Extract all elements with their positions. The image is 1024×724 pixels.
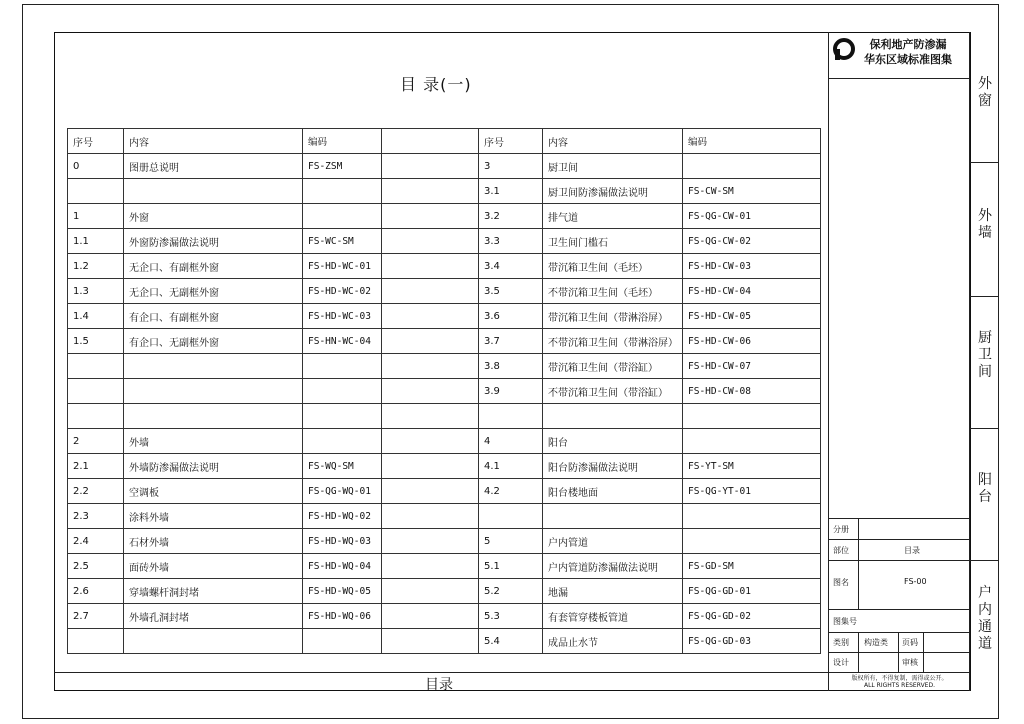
toc-header-row <box>68 129 821 154</box>
toc-cell-seq-left <box>68 629 124 654</box>
toc-cell-content-right: 排气道 <box>543 204 683 229</box>
toc-cell-code-left: FS-HD-WC-03 <box>303 304 382 329</box>
toc-cell-content-left: 穿墙螺杆洞封堵 <box>124 579 303 604</box>
toc-cell-code-left: 编码 <box>303 129 382 154</box>
toc-cell-seq-left: 1.1 <box>68 229 124 254</box>
toc-cell-code-right: FS-HD-CW-07 <box>683 354 821 379</box>
toc-cell-content-right: 阳台防渗漏做法说明 <box>543 454 683 479</box>
tb-sheji-label: 设计 <box>833 658 849 667</box>
toc-cell-code-left: FS-HD-WQ-05 <box>303 579 382 604</box>
toc-cell-seq-right: 3 <box>479 154 543 179</box>
toc-cell-content-left <box>124 179 303 204</box>
toc-cell-code-left: FS-HN-WC-04 <box>303 329 382 354</box>
tb-vline <box>858 632 859 672</box>
toc-body <box>68 129 821 654</box>
toc-cell-content-right: 地漏 <box>543 579 683 604</box>
toc-cell-seq-left: 2.6 <box>68 579 124 604</box>
toc-cell-code-right: FS-CW-SM <box>683 179 821 204</box>
table-row <box>68 479 821 504</box>
side-tab-divider <box>969 162 999 163</box>
toc-cell-seq-right: 3.1 <box>479 179 543 204</box>
toc-cell-content-left: 图册总说明 <box>124 154 303 179</box>
toc-cell-seq-left: 1.3 <box>68 279 124 304</box>
side-tabs-left-border <box>969 32 970 691</box>
tb-tuming-value: FS-00 <box>904 577 927 586</box>
toc-cell-seq-right: 4 <box>479 429 543 454</box>
tb-copyright-line1: 版权所有，不得复制，需得或公开。 <box>851 675 948 682</box>
toc-cell-code-right: FS-HD-CW-03 <box>683 254 821 279</box>
toc-cell-content-right: 内容 <box>543 129 683 154</box>
toc-cell-seq-right: 序号 <box>479 129 543 154</box>
tb-buwei-label: 部位 <box>833 546 849 555</box>
toc-cell-code-left: FS-QG-WQ-01 <box>303 479 382 504</box>
tb-shenhe-label: 审核 <box>902 658 918 667</box>
toc-cell-spacer <box>382 229 479 254</box>
toc-cell-seq-left: 0 <box>68 154 124 179</box>
table-row <box>68 454 821 479</box>
toc-cell-code-left <box>303 379 382 404</box>
toc-cell-content-left: 外墙孔洞封堵 <box>124 604 303 629</box>
toc-cell-seq-left <box>68 354 124 379</box>
toc-cell-spacer <box>382 504 479 529</box>
toc-cell-spacer <box>382 304 479 329</box>
toc-cell-code-right: FS-QG-YT-01 <box>683 479 821 504</box>
toc-cell-content-left: 外墙 <box>124 429 303 454</box>
toc-cell-content-left: 有企口、无副框外窗 <box>124 329 303 354</box>
toc-cell-spacer <box>382 604 479 629</box>
toc-cell-code-left: FS-HD-WQ-04 <box>303 554 382 579</box>
toc-cell-seq-left: 1.4 <box>68 304 124 329</box>
toc-cell-code-right: FS-QG-GD-03 <box>683 629 821 654</box>
toc-cell-spacer <box>382 379 479 404</box>
toc-cell-code-left: FS-HD-WC-02 <box>303 279 382 304</box>
toc-cell-code-left <box>303 354 382 379</box>
toc-cell-code-right: FS-HD-CW-05 <box>683 304 821 329</box>
table-row <box>68 354 821 379</box>
table-row <box>68 529 821 554</box>
toc-cell-seq-left: 2.2 <box>68 479 124 504</box>
toc-cell-content-left: 外墙防渗漏做法说明 <box>124 454 303 479</box>
toc-cell-code-right <box>683 504 821 529</box>
tb-leibie-label: 类别 <box>833 638 849 647</box>
toc-cell-spacer <box>382 354 479 379</box>
toc-cell-seq-left: 2.7 <box>68 604 124 629</box>
table-row <box>68 579 821 604</box>
table-row <box>68 204 821 229</box>
side-tab-divider <box>969 296 999 297</box>
toc-cell-content-left: 内容 <box>124 129 303 154</box>
toc-cell-seq-right: 3.8 <box>479 354 543 379</box>
toc-cell-content-left: 无企口、有副框外窗 <box>124 254 303 279</box>
toc-cell-spacer <box>382 154 479 179</box>
table-row <box>68 229 821 254</box>
toc-cell-code-right: FS-QG-CW-01 <box>683 204 821 229</box>
toc-cell-seq-right: 4.2 <box>479 479 543 504</box>
side-tab-hunei: 户 内 通 道 <box>978 585 992 652</box>
toc-cell-code-right: FS-QG-GD-01 <box>683 579 821 604</box>
toc-cell-seq-left: 1.2 <box>68 254 124 279</box>
side-tab-chuweijian: 厨 卫 间 <box>978 330 992 380</box>
table-row <box>68 279 821 304</box>
tb-copyright-line2: ALL RIGHTS RESERVED. <box>863 682 935 689</box>
toc-cell-seq-right: 5.4 <box>479 629 543 654</box>
tb-fenbu-label: 分册 <box>833 525 849 534</box>
toc-cell-spacer <box>382 629 479 654</box>
toc-cell-code-right <box>683 404 821 429</box>
toc-cell-content-right: 成品止水节 <box>543 629 683 654</box>
toc-cell-content-left: 无企口、无副框外窗 <box>124 279 303 304</box>
toc-cell-content-left: 外窗 <box>124 204 303 229</box>
toc-cell-code-left <box>303 404 382 429</box>
tb-vline <box>858 518 859 609</box>
toc-cell-code-right: 编码 <box>683 129 821 154</box>
side-tab-divider <box>969 428 999 429</box>
toc-cell-content-right: 厨卫间 <box>543 154 683 179</box>
toc-cell-content-left <box>124 629 303 654</box>
tb-tuming-label: 图名 <box>833 578 849 587</box>
toc-cell-spacer <box>382 129 479 154</box>
toc-cell-code-left <box>303 204 382 229</box>
logo-icon <box>833 38 855 60</box>
toc-cell-content-right: 阳台 <box>543 429 683 454</box>
toc-cell-seq-right: 3.7 <box>479 329 543 354</box>
toc-cell-code-right: FS-QG-GD-02 <box>683 604 821 629</box>
table-row <box>68 404 821 429</box>
table-row <box>68 329 821 354</box>
toc-cell-spacer <box>382 554 479 579</box>
toc-cell-seq-left: 序号 <box>68 129 124 154</box>
toc-cell-seq-left: 1 <box>68 204 124 229</box>
toc-cell-code-left: FS-WQ-SM <box>303 454 382 479</box>
toc-cell-code-left: FS-WC-SM <box>303 229 382 254</box>
toc-cell-seq-left: 1.5 <box>68 329 124 354</box>
toc-cell-seq-left: 2.5 <box>68 554 124 579</box>
tb-vline <box>898 632 899 672</box>
tb-buwei-value: 目录 <box>904 546 920 555</box>
toc-cell-seq-right: 5.2 <box>479 579 543 604</box>
toc-cell-content-right: 厨卫间防渗漏做法说明 <box>543 179 683 204</box>
toc-cell-spacer <box>382 279 479 304</box>
page-title: 目 录(一) <box>400 75 472 94</box>
toc-cell-seq-left <box>68 379 124 404</box>
toc-cell-spacer <box>382 579 479 604</box>
side-tab-waiqiang: 外 墙 <box>978 208 992 241</box>
tb-leibie-value: 构造类 <box>864 638 888 647</box>
toc-cell-seq-left: 2.4 <box>68 529 124 554</box>
toc-cell-spacer <box>382 454 479 479</box>
toc-cell-spacer <box>382 529 479 554</box>
table-row <box>68 504 821 529</box>
tb-vline <box>923 632 924 672</box>
toc-cell-spacer <box>382 254 479 279</box>
side-tab-divider <box>969 560 999 561</box>
toc-cell-content-right: 有套管穿楼板管道 <box>543 604 683 629</box>
toc-cell-seq-left: 2 <box>68 429 124 454</box>
toc-cell-content-left: 空调板 <box>124 479 303 504</box>
toc-cell-seq-right: 3.5 <box>479 279 543 304</box>
toc-cell-seq-right: 4.1 <box>479 454 543 479</box>
toc-cell-seq-right <box>479 504 543 529</box>
toc-cell-content-left <box>124 404 303 429</box>
logo-line2: 华东区域标准图集 <box>864 53 952 66</box>
toc-cell-content-left: 外窗防渗漏做法说明 <box>124 229 303 254</box>
toc-cell-seq-left: 2.1 <box>68 454 124 479</box>
toc-cell-seq-right: 5 <box>479 529 543 554</box>
table-row <box>68 379 821 404</box>
toc-cell-spacer <box>382 404 479 429</box>
toc-cell-spacer <box>382 429 479 454</box>
table-row <box>68 554 821 579</box>
side-tab-waichuang: 外 窗 <box>978 76 992 109</box>
toc-cell-content-right: 不带沉箱卫生间（毛坯） <box>543 279 683 304</box>
toc-cell-code-right <box>683 429 821 454</box>
toc-cell-content-left: 有企口、有副框外窗 <box>124 304 303 329</box>
toc-cell-code-right: FS-YT-SM <box>683 454 821 479</box>
toc-cell-code-left: FS-HD-WQ-02 <box>303 504 382 529</box>
toc-cell-code-right: FS-QG-CW-02 <box>683 229 821 254</box>
toc-cell-seq-right: 3.6 <box>479 304 543 329</box>
toc-cell-content-right <box>543 404 683 429</box>
toc-cell-content-right <box>543 504 683 529</box>
toc-cell-seq-right <box>479 404 543 429</box>
toc-cell-seq-right: 3.4 <box>479 254 543 279</box>
toc-cell-content-right: 户内管道防渗漏做法说明 <box>543 554 683 579</box>
toc-cell-seq-right: 3.2 <box>479 204 543 229</box>
tb-line <box>828 560 969 561</box>
table-row <box>68 179 821 204</box>
toc-cell-code-left: FS-HD-WC-01 <box>303 254 382 279</box>
toc-cell-code-right: FS-HD-CW-06 <box>683 329 821 354</box>
toc-cell-content-right: 阳台楼地面 <box>543 479 683 504</box>
toc-cell-code-left: FS-HD-WQ-03 <box>303 529 382 554</box>
tb-line <box>828 539 969 540</box>
tb-yema-label: 页码 <box>902 638 918 647</box>
toc-cell-content-right: 卫生间门槛石 <box>543 229 683 254</box>
toc-cell-code-left: FS-HD-WQ-06 <box>303 604 382 629</box>
toc-cell-code-right: FS-HD-CW-08 <box>683 379 821 404</box>
toc-cell-content-right: 户内管道 <box>543 529 683 554</box>
toc-cell-content-left <box>124 379 303 404</box>
tb-tujihao-label: 图集号 <box>833 617 857 626</box>
tb-copyright <box>830 675 969 689</box>
toc-cell-seq-right: 5.3 <box>479 604 543 629</box>
tb-line <box>828 518 969 519</box>
footer-label: 目录 <box>425 677 453 693</box>
toc-cell-spacer <box>382 329 479 354</box>
toc-cell-code-right <box>683 154 821 179</box>
table-row <box>68 154 821 179</box>
toc-cell-content-left: 石材外墙 <box>124 529 303 554</box>
table-row <box>68 429 821 454</box>
toc-cell-content-right: 带沉箱卫生间（带淋浴屏） <box>543 304 683 329</box>
toc-cell-code-left <box>303 429 382 454</box>
toc-table <box>67 128 821 654</box>
logo-divider <box>828 78 969 79</box>
toc-cell-code-left: FS-ZSM <box>303 154 382 179</box>
toc-cell-code-right: FS-GD-SM <box>683 554 821 579</box>
toc-cell-code-right <box>683 529 821 554</box>
toc-cell-content-right: 带沉箱卫生间（毛坯） <box>543 254 683 279</box>
toc-cell-seq-left <box>68 179 124 204</box>
toc-cell-seq-right: 3.9 <box>479 379 543 404</box>
tb-line <box>828 609 969 610</box>
toc-cell-content-right: 不带沉箱卫生间（带浴缸） <box>543 379 683 404</box>
toc-cell-code-left <box>303 179 382 204</box>
tb-line <box>828 672 969 673</box>
toc-cell-content-right: 不带沉箱卫生间（带淋浴屏） <box>543 329 683 354</box>
toc-cell-spacer <box>382 179 479 204</box>
toc-cell-spacer <box>382 204 479 229</box>
toc-cell-content-left: 面砖外墙 <box>124 554 303 579</box>
toc-cell-seq-left: 2.3 <box>68 504 124 529</box>
table-row <box>68 629 821 654</box>
toc-cell-content-left <box>124 354 303 379</box>
logo-line1: 保利地产防渗漏 <box>869 38 947 51</box>
toc-cell-code-left <box>303 629 382 654</box>
titleblock-left-border <box>828 32 829 691</box>
toc-cell-seq-right: 5.1 <box>479 554 543 579</box>
table-row <box>68 604 821 629</box>
logo-text <box>864 37 952 67</box>
toc-cell-code-right: FS-HD-CW-04 <box>683 279 821 304</box>
toc-cell-spacer <box>382 479 479 504</box>
toc-cell-content-left: 涂料外墙 <box>124 504 303 529</box>
table-row <box>68 304 821 329</box>
toc-cell-seq-left <box>68 404 124 429</box>
toc-cell-seq-right: 3.3 <box>479 229 543 254</box>
table-row <box>68 254 821 279</box>
side-tab-yangtai: 阳 台 <box>978 472 992 505</box>
footer-divider <box>54 672 829 673</box>
toc-cell-content-right: 带沉箱卫生间（带浴缸） <box>543 354 683 379</box>
